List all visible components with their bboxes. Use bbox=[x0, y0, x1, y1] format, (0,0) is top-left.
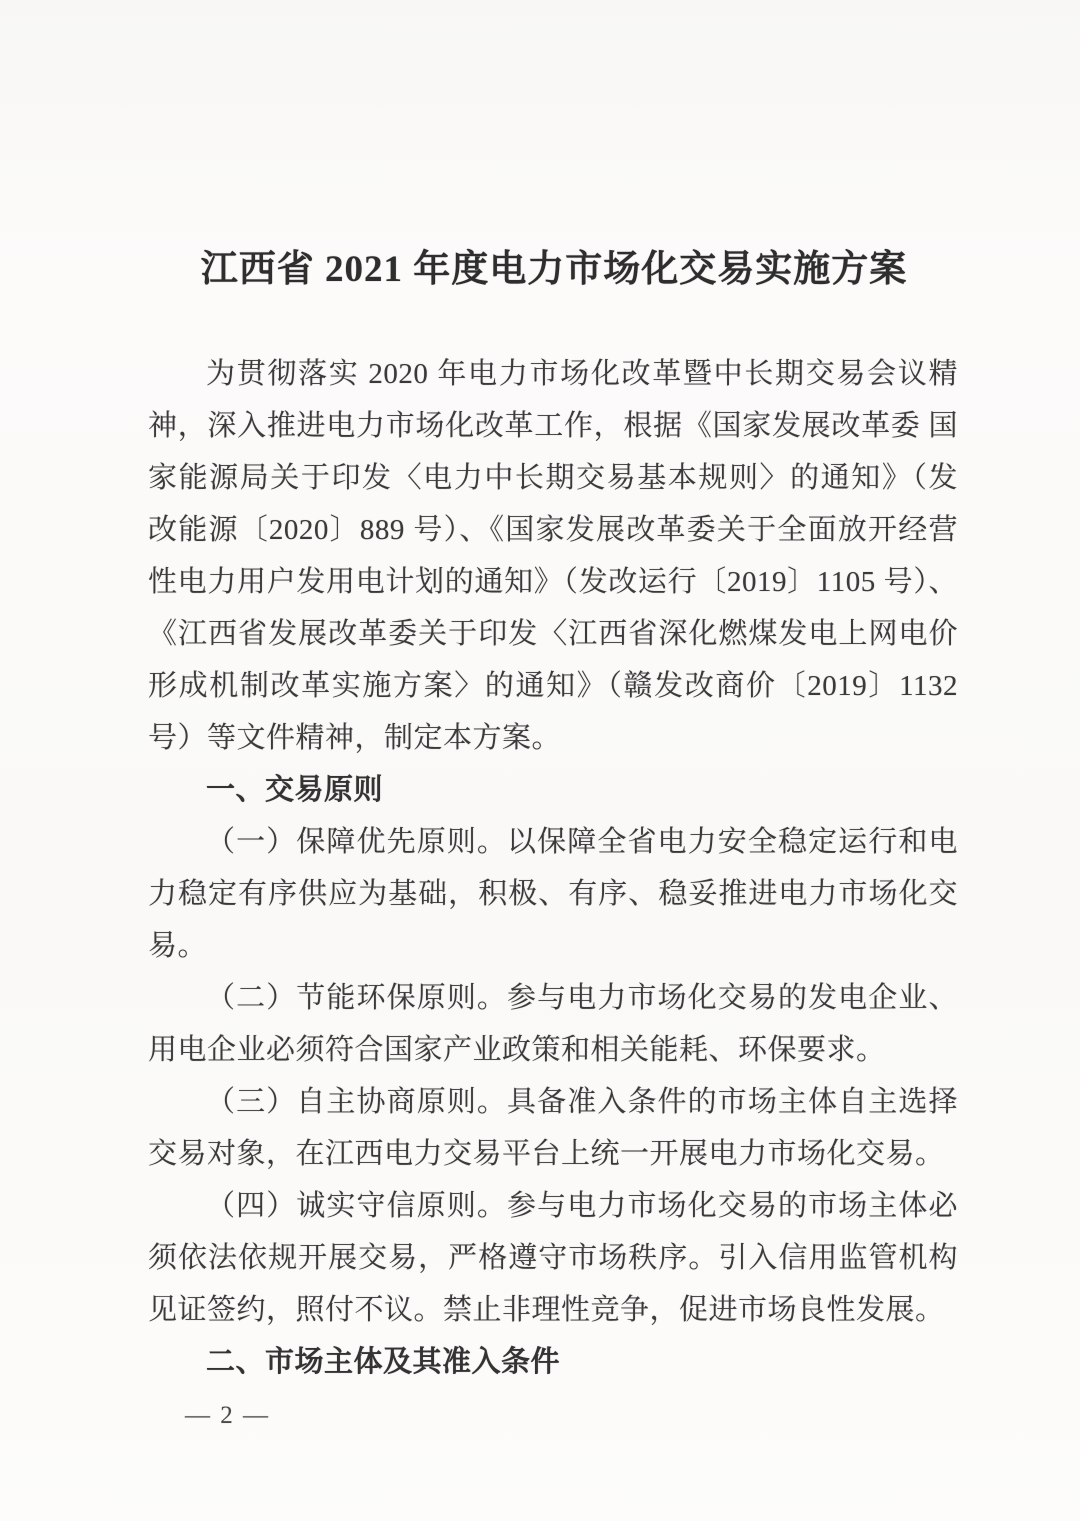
section-heading-trading-principles: 一、交易原则 bbox=[206, 774, 384, 806]
paragraph-principle-3: （三）自主协商原则。具备准入条件的市场主体自主选择交易对象，在江西电力交易平台上统一开展电力市场化交易。 bbox=[148, 1086, 958, 1170]
section-heading-market-entities: 二、市场主体及其准入条件 bbox=[206, 1346, 561, 1378]
document-body bbox=[148, 348, 958, 1388]
page-number: — 2 — bbox=[185, 1402, 270, 1429]
paragraph-principle-1: （一）保障优先原则。以保障全省电力安全稳定运行和电力稳定有序供应为基础，积极、有序、稳妥推进电力市场化交易。 bbox=[148, 826, 958, 962]
document-title: 江西省 2021 年度电力市场化交易实施方案 bbox=[200, 249, 908, 290]
paragraph-intro: 为贯彻落实 2020 年电力市场化改革暨中长期交易会议精神，深入推进电力市场化改革工作，根据《国家发展改革委 国家能源局关于印发〈电力中长期交易基本规则〉的通知》（发改能源〔2020〕889 号）、《国家发展改革委关于全面放开经营性电力用户发用电计划的通知》（发改运行〔2019〕1105 号）、《江西省发展改革委关于印发〈江西省深化燃煤发电上网电价形成机制改革实施方案〉的通知》（赣发改商价〔2019〕1132 号）等文件精神，制定本方案。 bbox=[148, 358, 958, 754]
paragraph-principle-2: （二）节能环保原则。参与电力市场化交易的发电企业、用电企业必须符合国家产业政策和相关能耗、环保要求。 bbox=[148, 982, 958, 1066]
paragraph-principle-4: （四）诚实守信原则。参与电力市场化交易的市场主体必须依法依规开展交易，严格遵守市场秩序。引入信用监管机构见证签约，照付不议。禁止非理性竞争，促进市场良性发展。 bbox=[148, 1190, 958, 1326]
